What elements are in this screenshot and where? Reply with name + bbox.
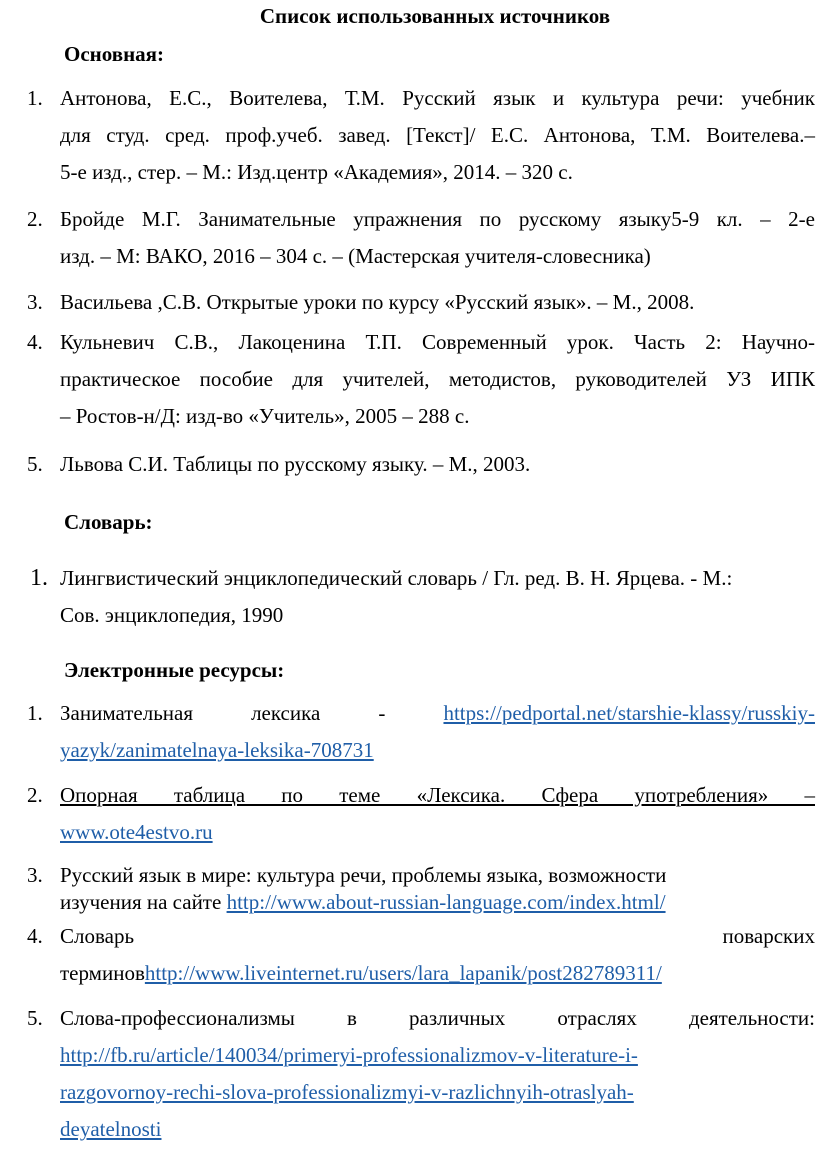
- list-number: 5.: [27, 1006, 43, 1030]
- item-line: Опорная таблица по теме «Лексика. Сфера употребления» –: [60, 783, 815, 807]
- item-text: изучения на сайте: [60, 890, 222, 914]
- item-text: терминов: [60, 961, 145, 985]
- item-text: Занимательная лексика -: [60, 701, 386, 725]
- item-line: [60, 955, 815, 992]
- item-line: – Ростов-н/Д: изд-во «Учитель», 2005 – 288 с.: [60, 404, 470, 428]
- item-line: изд. – М: ВАКО, 2016 – 304 с. – (Мастерская учителя-словесника): [60, 244, 651, 268]
- list-number: 4.: [27, 924, 43, 948]
- list-item: [27, 1000, 815, 1148]
- item-line: Русский язык в мире: культура речи, проблемы языка, возможности: [60, 863, 667, 887]
- item-line: практическое пособие для учителей, методистов, руководителей УЗ ИПК: [60, 367, 815, 391]
- list-item: [27, 862, 815, 916]
- list-item: [27, 777, 815, 851]
- list-number: 4.: [27, 330, 43, 354]
- item-line: Словарь поварских: [60, 924, 815, 948]
- item-line: [60, 695, 815, 732]
- resource-link[interactable]: razgovornoy-rechi-slova-professionalizmyi-v-razlichnyih-otraslyah-: [60, 1080, 634, 1104]
- list-number: 5.: [27, 452, 43, 476]
- list-item: [30, 560, 815, 634]
- resource-link[interactable]: https://pedportal.net/starshie-klassy/russkiy-: [443, 701, 815, 725]
- section-heading-electronic: Электронные ресурсы:: [64, 658, 285, 682]
- list-number: 3.: [27, 863, 43, 887]
- list-number: 1.: [27, 86, 43, 110]
- list-number: 1.: [30, 565, 48, 591]
- list-item: [27, 80, 815, 191]
- resource-link[interactable]: http://www.about-russian-language.com/index.html/: [226, 890, 666, 914]
- list-number: 2.: [27, 207, 43, 231]
- section-heading-main: Основная:: [64, 42, 165, 66]
- list-number: 3.: [27, 290, 43, 314]
- item-line: для студ. сред. проф.учеб. завед. [Текст]/ Е.С. Антонова, Т.М. Воителева.–: [60, 123, 815, 147]
- item-line: Бройде М.Г. Занимательные упражнения по русскому языку5-9 кл. – 2-е: [60, 207, 815, 231]
- item-line: 5-е изд., стер. – М.: Изд.центр «Академия», 2014. – 320 с.: [60, 160, 573, 184]
- resource-link[interactable]: www.ote4estvo.ru: [60, 820, 213, 844]
- list-item: [27, 201, 815, 275]
- resource-link[interactable]: http://www.liveinternet.ru/users/lara_lapanik/post282789311/: [144, 961, 662, 985]
- item-line: Антонова, Е.С., Воителева, Т.М. Русский язык и культура речи: учебник: [60, 86, 815, 110]
- item-line: Львова С.И. Таблицы по русскому языку. – М., 2003.: [60, 452, 531, 476]
- item-line: Лингвистический энциклопедический словарь / Гл. ред. В. Н. Ярцева. - М.:: [60, 566, 733, 590]
- list-item: [27, 284, 815, 321]
- resource-link[interactable]: http://fb.ru/article/140034/primeryi-professionalizmov-v-literature-i-: [60, 1043, 638, 1067]
- list-item: [27, 324, 815, 435]
- page-title: Список использованных источников: [259, 4, 611, 28]
- list-item: [27, 918, 815, 992]
- resource-link[interactable]: deyatelnosti: [60, 1117, 162, 1141]
- list-item: [27, 695, 815, 769]
- list-number: 2.: [27, 783, 43, 807]
- item-line: Васильева ,С.В. Открытые уроки по курсу «Русский язык». – М., 2008.: [60, 290, 695, 314]
- item-line: Сов. энциклопедия, 1990: [60, 603, 284, 627]
- section-heading-dictionary: Словарь:: [64, 510, 153, 534]
- list-number: 1.: [27, 701, 43, 725]
- resource-link[interactable]: yazyk/zanimatelnaya-leksika-708731: [60, 738, 374, 762]
- item-line: [60, 889, 815, 916]
- list-item: [27, 446, 815, 483]
- item-line: Кульневич С.В., Лакоценина Т.П. Современный урок. Часть 2: Научно-: [60, 330, 815, 354]
- item-line: Слова-профессионализмы в различных отраслях деятельности:: [60, 1006, 815, 1030]
